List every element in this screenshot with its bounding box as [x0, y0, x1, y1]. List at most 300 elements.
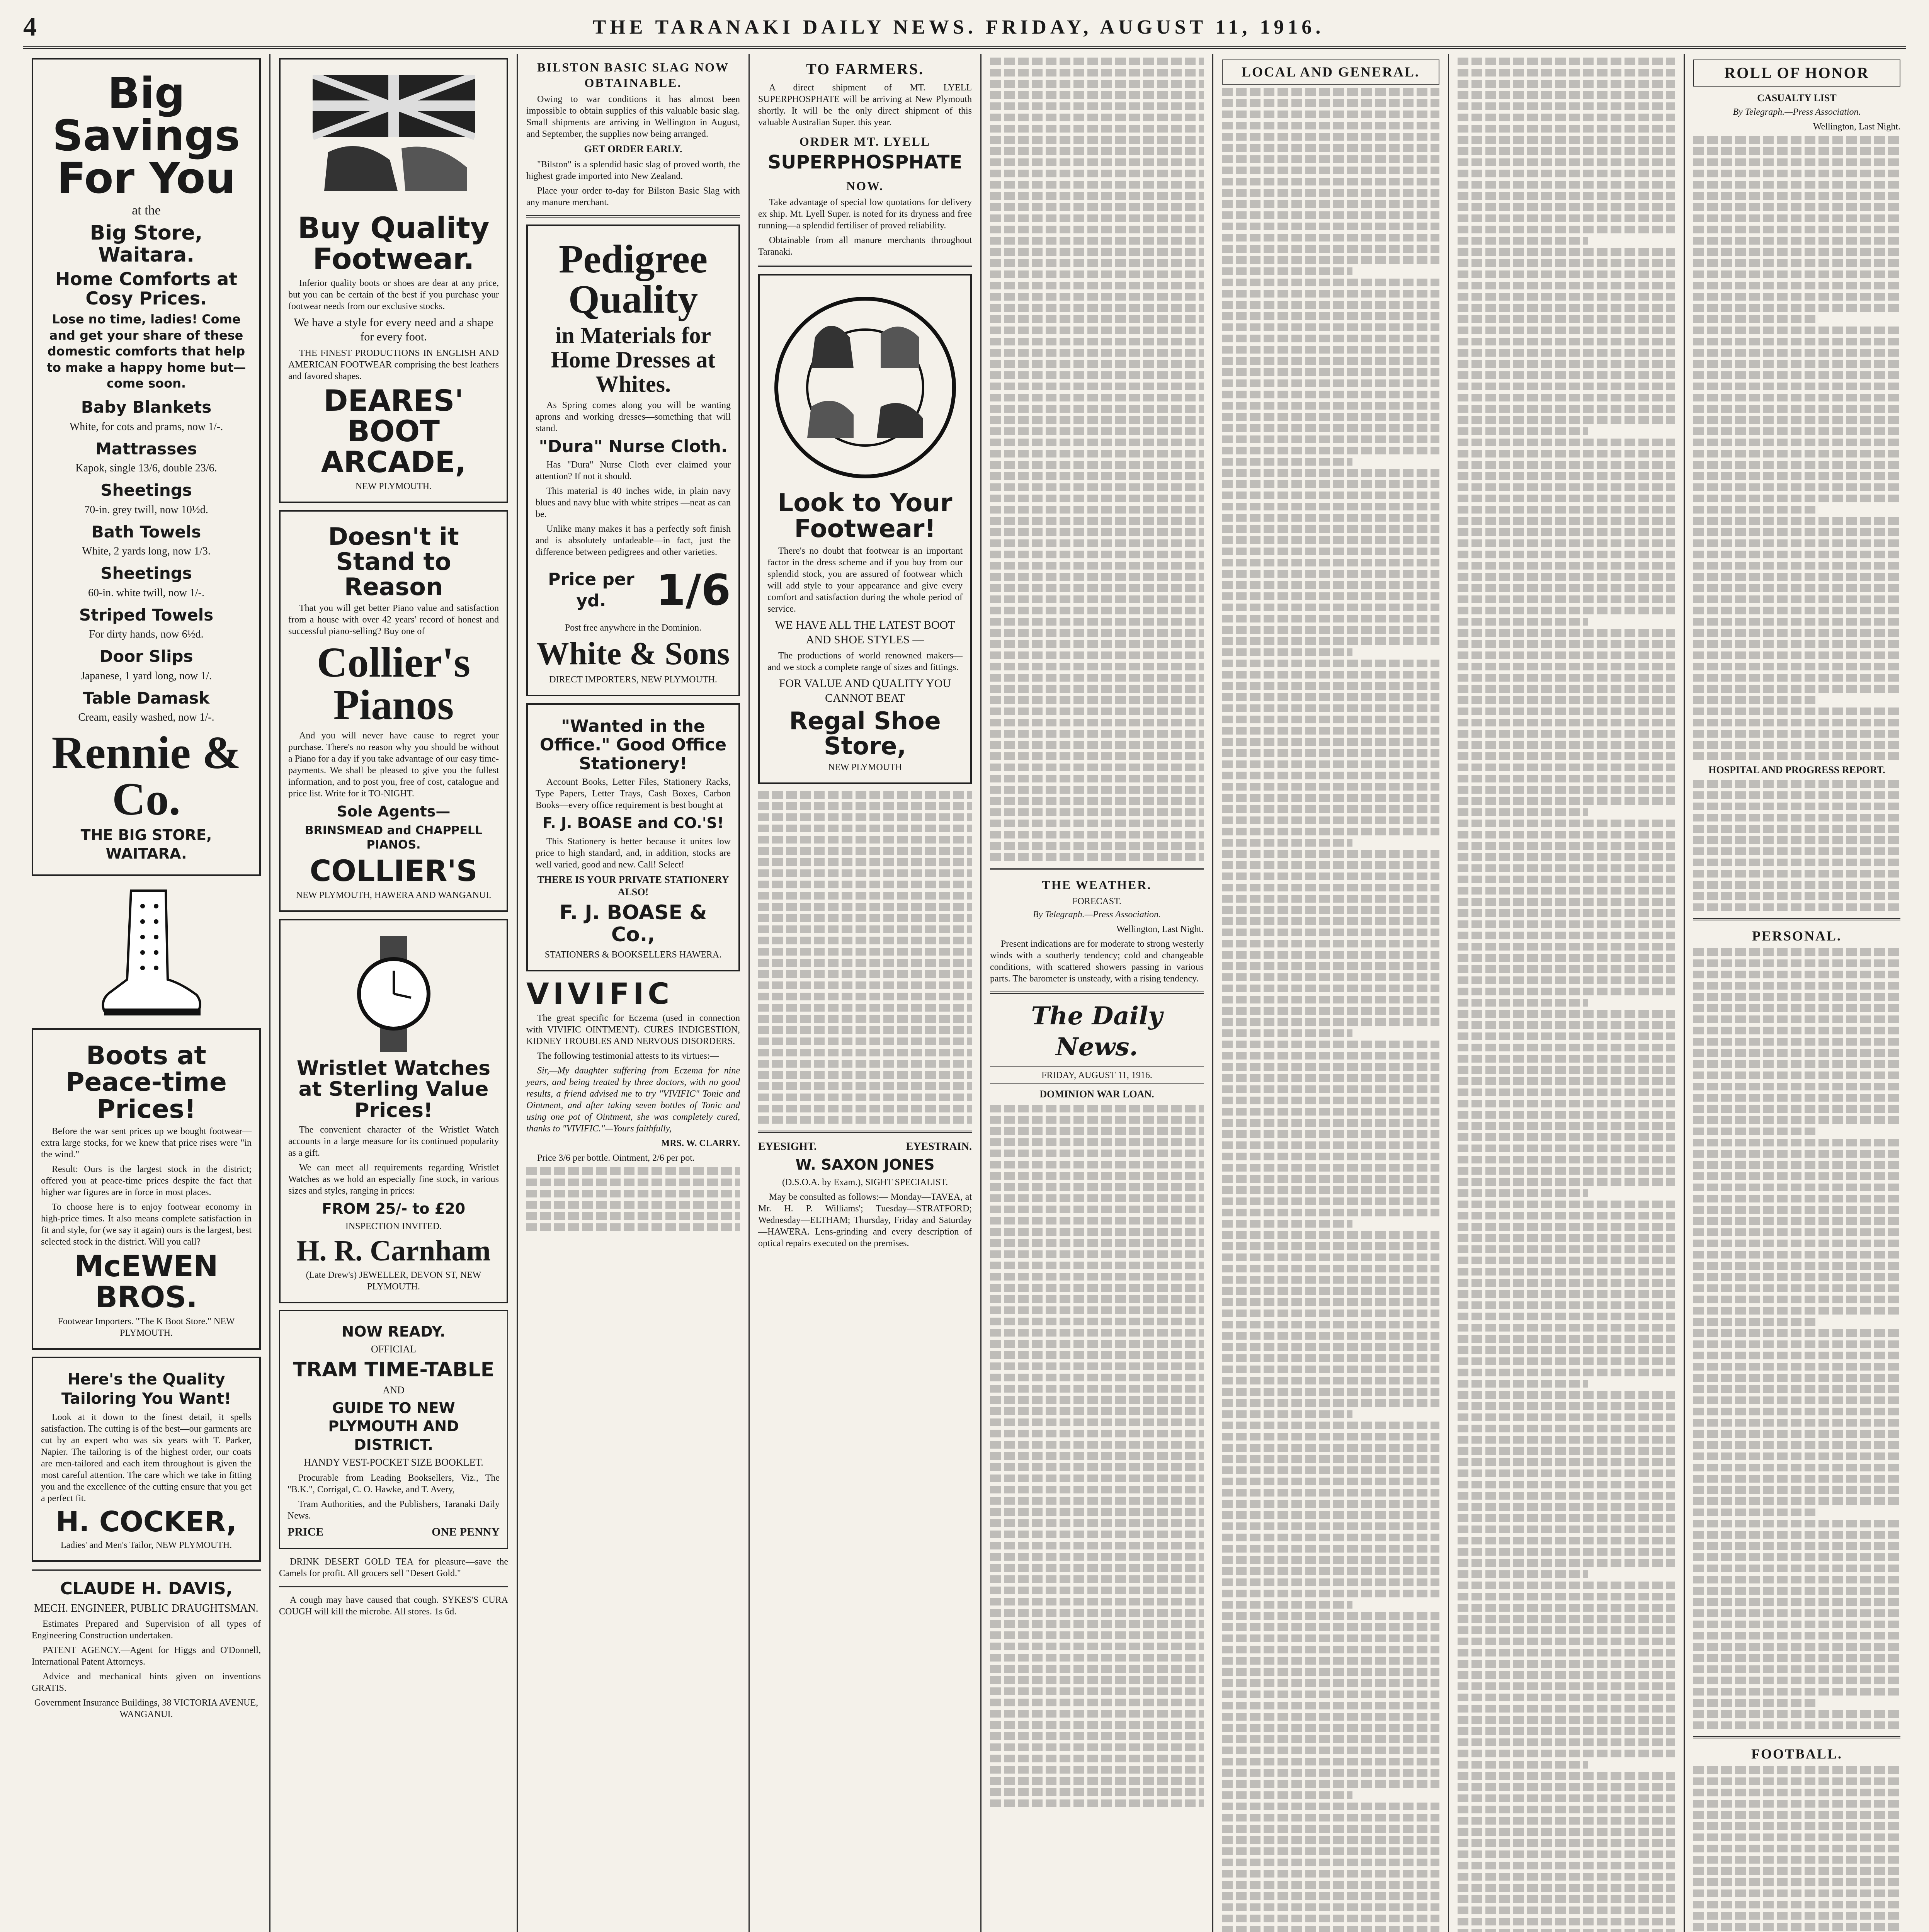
text-line: [1458, 1413, 1675, 1421]
text-line: [1458, 842, 1675, 850]
text-line: [1458, 1772, 1675, 1780]
text-line: [1458, 1201, 1675, 1208]
text-line: [1693, 304, 1900, 312]
deares-ad: [279, 58, 508, 503]
text-line: [1222, 1085, 1439, 1093]
text-line: [1693, 825, 1900, 833]
text-line: [1693, 847, 1900, 855]
text-line: [1458, 1526, 1675, 1533]
text-line: [1458, 1503, 1675, 1511]
boase-ad: [526, 703, 740, 971]
farmers-body: A direct shipment of MT. LYELL SUPERPHOSPHATE will be arriving at New Plymouth shortly. It will be the only direct shipment of this valuable Australian Super. this year.: [758, 83, 972, 128]
text-line: [1693, 517, 1900, 525]
bilston-body2: "Bilston" is a splendid basic slag of proved worth, the highest grade imported into New Zealand.: [526, 159, 740, 181]
text-line: [1693, 1688, 1900, 1696]
text-line: [1458, 1391, 1675, 1399]
text-line: [1693, 663, 1900, 670]
mcewen-result: Result: Ours is the largest stock in the district; offered you at peace-time prices despite the fact that higher war figures are in force in most places.: [41, 1164, 252, 1197]
text-line: [1693, 1677, 1900, 1684]
text-line: [1458, 383, 1675, 390]
text-line: [1693, 192, 1900, 200]
text-line: [1458, 1088, 1675, 1096]
text-line: [1458, 315, 1675, 323]
text-line: [1222, 335, 1439, 342]
text-line: [1222, 1018, 1439, 1026]
text-line: [1693, 1800, 1900, 1808]
text-line: [1458, 1369, 1675, 1376]
text-line: [1222, 1343, 1439, 1351]
carnham-body: The convenient character of the Wristlet Watch accounts in a large measure for its continued popularity as a gift.: [288, 1125, 499, 1158]
sykes-notice: A cough may have caused that cough. SYKES'S CURA COUGH will kill the microbe. All stores. 1s 6d.: [279, 1595, 508, 1617]
cocker-firm: H. COCKER,: [56, 1505, 237, 1538]
text-line: [1222, 895, 1439, 903]
text-line: [1458, 102, 1675, 110]
text-line: [1222, 996, 1439, 1003]
text-line: [1222, 671, 1439, 679]
text-line: [1458, 1447, 1675, 1455]
text-line: [1222, 1870, 1439, 1878]
text-line: [1458, 1716, 1675, 1724]
text-line: [1458, 640, 1675, 648]
text-line: [1222, 1859, 1439, 1866]
boase-body2: This Stationery is better because it unites low price to high standard, and, in addition, stocks are well varied, good and new. Call! Select!: [536, 836, 731, 870]
rennie-headline: Big Savings For You: [52, 68, 240, 203]
daily-news-masthead: The Daily News.: [1031, 1002, 1163, 1061]
text-line: [1693, 573, 1900, 581]
text-line: [1458, 595, 1675, 603]
text-line: [1458, 1705, 1675, 1713]
text-line: [1222, 1242, 1439, 1250]
text-line: [1458, 876, 1675, 883]
text-line: [1222, 570, 1439, 578]
text-line: [1693, 752, 1900, 760]
text-line: [1458, 1436, 1675, 1444]
text-line: [1693, 1923, 1900, 1931]
text-line: [1222, 1298, 1439, 1306]
text-line: [1458, 270, 1675, 278]
text-line: [1458, 1077, 1675, 1085]
text-line: [1222, 1892, 1439, 1900]
text-line: [1693, 1296, 1900, 1303]
rennie-item-desc: For dirty hands, now 6½d.: [89, 628, 204, 641]
text-line: [1222, 1433, 1439, 1440]
text-line: [1458, 1873, 1675, 1881]
text-line: [1458, 943, 1675, 951]
text-line: [1458, 1582, 1675, 1589]
text-line: [1458, 797, 1675, 805]
text-line: [1693, 1531, 1900, 1539]
text-line: [1693, 551, 1900, 558]
text-line: [1458, 909, 1675, 917]
carnham-firm: H. R. Carnham: [296, 1234, 491, 1267]
text-line: [1458, 607, 1675, 614]
text-line: [1693, 1856, 1900, 1864]
rennie-store-line: Big Store, Waitara.: [90, 221, 203, 267]
text-line: [1222, 1321, 1439, 1328]
text-line: [1693, 1195, 1900, 1202]
rennie-item-name: Bath Towels: [91, 522, 201, 541]
shoe-medallion-illustration-icon: [769, 291, 962, 484]
bilston-title: BILSTON BASIC SLAG NOW OBTAINABLE.: [537, 60, 729, 90]
deares-firm-sub: NEW PLYMOUTH.: [355, 481, 432, 492]
text-line: [1458, 1032, 1675, 1040]
rennie-item: [41, 605, 252, 641]
text-line: [1693, 741, 1900, 749]
text-line: [1222, 189, 1439, 197]
text-line: [1693, 1240, 1900, 1247]
text-line: [1222, 1029, 1352, 1037]
text-line: [1222, 1724, 1439, 1732]
collier-firm-sub: NEW PLYMOUTH, HAWERA AND WANGANUI.: [296, 890, 492, 900]
davis-address: Government Insurance Buildings, 38 VICTORIA AVENUE, WANGANUI.: [34, 1698, 259, 1720]
text-line: [1693, 1654, 1900, 1662]
text-line: [1458, 820, 1675, 827]
text-line: [1222, 559, 1439, 566]
text-line: [1693, 993, 1900, 1001]
boase-firm1: F. J. BOASE and CO.'S!: [542, 815, 724, 832]
text-line: [1222, 402, 1439, 410]
rennie-item-desc: 70-in. grey twill, now 10½d.: [84, 503, 208, 516]
rennie-item: [41, 480, 252, 517]
column-8: [1685, 54, 1909, 1932]
text-line: [1222, 940, 1439, 947]
text-line: [1222, 1713, 1439, 1721]
text-line: [1458, 1604, 1675, 1612]
bilston-body: Owing to war conditions it has almost been impossible to obtain supplies of this valuable basic slag. Small shipments are arriving in Wellington in August, and September, the supplies now being arranged.: [526, 94, 740, 139]
text-line: [1458, 674, 1675, 682]
timetable-title: TRAM TIME-TABLE: [293, 1358, 495, 1381]
mcewen-ad: [32, 1028, 261, 1349]
rennie-item-name: Door Slips: [99, 647, 193, 666]
text-line: [1222, 368, 1439, 376]
text-line: [1458, 450, 1675, 457]
text-line: [1222, 760, 1439, 768]
text-line: [1458, 965, 1675, 973]
text-line: [1693, 483, 1900, 491]
text-line: [1693, 1273, 1900, 1281]
text-line: [1222, 1253, 1439, 1261]
text-line: [1458, 304, 1675, 312]
text-line: [1222, 514, 1439, 522]
wristwatch-icon: [344, 936, 444, 1052]
text-line: [1222, 1735, 1439, 1743]
text-line: [1222, 1197, 1439, 1205]
casualty-list-body: [1693, 136, 1900, 760]
text-line: [1458, 1783, 1675, 1791]
text-line: [1222, 1915, 1439, 1922]
text-line: [1693, 1509, 1818, 1516]
text-line: [1693, 1228, 1900, 1236]
text-line: [1222, 1130, 1439, 1138]
text-line: [1458, 663, 1675, 670]
text-line: [1458, 1626, 1675, 1634]
text-line: [1222, 1332, 1439, 1340]
rennie-items-list: [41, 397, 252, 724]
text-line: [1458, 483, 1675, 491]
text-line: [1458, 1313, 1675, 1320]
text-line: [1693, 1777, 1900, 1785]
rennie-item: [41, 646, 252, 683]
text-line: [1222, 1747, 1439, 1754]
text-line: [1458, 192, 1675, 200]
text-line: [1693, 1721, 1900, 1729]
text-line: [1222, 1668, 1439, 1676]
rennie-item: [41, 563, 252, 600]
text-line: [1458, 1817, 1675, 1825]
text-line: [1458, 1929, 1675, 1932]
text-line: [1693, 814, 1900, 821]
text-line: [1222, 727, 1439, 735]
cocker-firm-sub: Ladies' and Men's Tailor, NEW PLYMOUTH.: [60, 1540, 232, 1551]
text-line: [1222, 1231, 1439, 1239]
text-line: [1222, 167, 1439, 174]
text-line: [1458, 932, 1675, 939]
text-line: [1458, 394, 1675, 401]
text-line: [1458, 1794, 1675, 1802]
rennie-item: [41, 397, 252, 434]
text-line: [1222, 1590, 1439, 1597]
timetable-size: HANDY VEST-POCKET SIZE BOOKLET.: [304, 1457, 483, 1468]
timetable-and: AND: [383, 1384, 405, 1396]
text-line: [1458, 293, 1675, 301]
text-line: [1222, 1175, 1439, 1183]
text-line: [1222, 1186, 1439, 1194]
text-line: [1458, 214, 1675, 222]
text-line: [1222, 1926, 1439, 1932]
text-line: [1693, 170, 1900, 177]
text-line: [1222, 861, 1439, 869]
deares-body: Inferior quality boots or shoes are dear at any price, but you can be certain of the best if you purchase your footwear needs from our exclusive stocks.: [288, 278, 499, 311]
text-line: [1458, 584, 1675, 592]
text-line: [1693, 1284, 1900, 1292]
text-line: [1222, 1489, 1439, 1497]
text-line: [1222, 1007, 1439, 1015]
text-line: [1222, 256, 1439, 264]
text-line: [1693, 1049, 1900, 1057]
text-line: [1693, 1845, 1900, 1852]
column-1: [23, 54, 270, 1932]
text-line: [1222, 615, 1439, 622]
text-line: [1222, 492, 1439, 499]
text-line: [1222, 1052, 1439, 1060]
text-line: [1222, 1679, 1439, 1687]
text-line: [1693, 1206, 1900, 1214]
rennie-item: [41, 522, 252, 558]
football-title: FOOTBALL.: [1751, 1746, 1843, 1762]
text-line: [1222, 592, 1439, 600]
text-line: [1458, 1570, 1588, 1578]
roll-dateline: Wellington, Last Night.: [1813, 121, 1900, 132]
mcewen-choose: To choose here is to enjoy footwear economy in high-price times. It also means complete satisfaction in fit and style, for (we say it again) ours is the largest, best selected stock in the district. Will you call?: [41, 1202, 252, 1247]
text-line: [1458, 1223, 1675, 1231]
whites-dura-body: Has "Dura" Nurse Cloth ever claimed your attention? If not it should.: [536, 459, 731, 481]
hospital-title: HOSPITAL AND PROGRESS REPORT.: [1708, 764, 1885, 776]
whites-price-label: Price per yd.: [548, 569, 634, 611]
rennie-lead: Lose no time, ladies! Come and get your share of these domestic comforts that help to make a happy home but—come soon.: [46, 312, 246, 391]
mcewen-headline: Boots at Peace-time Prices!: [66, 1041, 227, 1124]
text-line: [1222, 917, 1439, 925]
text-line: [1222, 1758, 1439, 1765]
text-line: [1222, 929, 1439, 936]
text-line: [1222, 794, 1439, 802]
cocker-headline: Here's the Quality Tailoring You Want!: [61, 1370, 231, 1408]
bilston-get-order: GET ORDER EARLY.: [584, 143, 682, 155]
text-line: [1693, 203, 1900, 211]
text-line: [1222, 1220, 1352, 1228]
text-line: [1458, 1850, 1675, 1858]
whites-price-row: [536, 566, 731, 614]
text-line: [1222, 99, 1439, 107]
roll-of-honor-title: ROLL OF HONOR: [1693, 60, 1900, 87]
text-line: [1458, 1481, 1675, 1488]
rennie-item-name: Sheetings: [100, 564, 192, 583]
text-line: [1693, 1329, 1900, 1337]
text-line: [1458, 539, 1675, 547]
mcewen-firm: McEWEN BROS.: [74, 1248, 218, 1314]
rennie-at-the: at the: [132, 203, 161, 218]
text-line: [1222, 1466, 1439, 1474]
text-line: [1693, 1576, 1900, 1583]
saxon-left: EYESIGHT.: [758, 1141, 817, 1153]
text-line: [1458, 786, 1675, 794]
text-line: [1693, 1452, 1900, 1460]
text-line: [1693, 539, 1900, 547]
saxon-name: W. SAXON JONES: [795, 1156, 935, 1173]
text-line: [1458, 495, 1675, 502]
rennie-item-desc: Japanese, 1 yard long, now 1/.: [80, 670, 212, 682]
bilston-notice: [526, 60, 740, 208]
text-line: [1222, 480, 1439, 488]
text-line: [1458, 1615, 1675, 1623]
text-line: [1458, 1906, 1675, 1914]
text-line: [1222, 973, 1439, 981]
text-line: [1693, 416, 1900, 424]
text-line: [1458, 1245, 1675, 1253]
rennie-item: [41, 439, 252, 475]
text-line: [1458, 696, 1675, 704]
text-line: [1222, 1265, 1439, 1272]
text-line: [1458, 58, 1675, 65]
text-line: [1693, 629, 1900, 637]
text-line: [1693, 371, 1900, 379]
text-line: [1693, 870, 1900, 878]
text-line: [1693, 1441, 1900, 1449]
text-line: [1222, 144, 1439, 152]
whites-sub: in Materials for Home Dresses at Whites.: [551, 322, 716, 397]
text-line: [1458, 1727, 1675, 1735]
text-line: [1458, 1492, 1675, 1500]
text-line: [1458, 551, 1675, 558]
text-line: [1693, 803, 1900, 810]
farmers-body2: Take advantage of special low quotations for delivery ex ship. Mt. Lyell Super. is noted for its dryness and free running—a splendid fertiliser of proved reliability.: [758, 197, 972, 231]
weather-byline: By Telegraph.—Press Association.: [1033, 910, 1161, 920]
text-line: [1222, 312, 1439, 320]
football-body: [1693, 1766, 1900, 1932]
text-line: [1458, 371, 1675, 379]
rennie-firm: Rennie & Co.: [51, 727, 241, 825]
text-line: [1222, 581, 1439, 589]
text-line: [1222, 1097, 1439, 1104]
text-line: [1222, 1422, 1439, 1429]
text-line: [1222, 548, 1439, 555]
timetable-guide: GUIDE TO NEW PLYMOUTH AND DISTRICT.: [328, 1399, 459, 1453]
editorial-date: FRIDAY, AUGUST 11, 1916.: [990, 1066, 1204, 1084]
text-line: [1458, 707, 1675, 715]
text-line: [1458, 1021, 1675, 1029]
text-line: [1458, 360, 1675, 368]
text-line: [1222, 279, 1439, 286]
text-line: [1458, 472, 1675, 480]
text-line: [1222, 1545, 1439, 1553]
text-line: [1458, 730, 1675, 738]
text-line: [1458, 1425, 1675, 1432]
text-line: [1693, 282, 1900, 289]
text-line: [1222, 1410, 1352, 1418]
rennie-item-desc: White, 2 yards long, now 1/3.: [82, 545, 211, 558]
text-line: [1693, 1878, 1900, 1886]
text-line: [1693, 1262, 1900, 1270]
rennie-item: [41, 688, 252, 724]
text-line: [1222, 1119, 1439, 1127]
text-line: [1222, 637, 1439, 645]
rennie-item-desc: 60-in. white twill, now 1/-.: [88, 587, 204, 599]
text-line: [1222, 660, 1439, 667]
text-line: [1222, 772, 1439, 779]
text-line: [1693, 719, 1900, 726]
text-line: [1693, 1665, 1900, 1673]
collier-body2: And you will never have cause to regret your purchase. There's no reason why you should be without a Piano for a day if you take advantage of our easy time-payments. We shall be pleased to give you the fullest information, and to post you, free of cost, catalogue and price list. Write for it TO-NIGHT.: [288, 731, 499, 799]
carnham-invite: INSPECTION INVITED.: [345, 1221, 442, 1231]
text-line: [1222, 749, 1439, 757]
text-line: [1693, 1307, 1900, 1315]
text-line: [1222, 290, 1439, 298]
weather-report: [990, 877, 1204, 985]
vivific-body: The great specific for Eczema (used in connection with VIVIFIC OINTMENT). CURES INDIGESTION, KIDNEY TROUBLES AND NERVOUS DISORDERS.: [526, 1013, 740, 1046]
text-line: [1222, 1903, 1439, 1911]
text-line: [1222, 816, 1439, 824]
text-line: [1458, 1290, 1675, 1298]
mcewen-firm-sub: Footwear Importers. "The K Boot Store." NEW PLYMOUTH.: [58, 1316, 235, 1338]
text-line: [1222, 458, 1352, 466]
text-line: [1458, 114, 1675, 121]
weather-forecast: FORECAST.: [1072, 896, 1121, 906]
text-line: [1693, 1396, 1900, 1404]
rennie-item-name: Mattrasses: [95, 439, 197, 458]
text-line: [1222, 357, 1439, 365]
text-line: [1693, 1217, 1900, 1225]
vivific-title: VIVIFIC: [526, 976, 674, 1011]
vivific-signed: MRS. W. CLARRY.: [661, 1138, 740, 1148]
timetable-ad: [279, 1310, 508, 1549]
text-line: [1222, 604, 1439, 611]
text-line: [1222, 1847, 1439, 1855]
rennie-firm-sub: THE BIG STORE, WAITARA.: [80, 827, 212, 862]
boase-body: Account Books, Letter Files, Stationery Racks, Type Papers, Letter Trays, Cash Boxes, Carbon Books—every office requirement is best bought at: [536, 777, 731, 811]
text-line: [1222, 1388, 1439, 1396]
masthead: [23, 8, 1906, 49]
text-line: [1693, 859, 1900, 866]
text-line: [1693, 730, 1900, 738]
farmers-title: TO FARMERS.: [806, 60, 924, 78]
text-line: [1458, 1862, 1675, 1869]
rennie-item-desc: Kapok, single 13/6, double 23/6.: [75, 462, 217, 474]
text-line: [1693, 338, 1900, 345]
text-line: [1693, 1015, 1900, 1023]
text-line: [1222, 1511, 1439, 1519]
farmers-now: NOW.: [846, 179, 884, 193]
shoes-illustration-icon: [313, 75, 475, 206]
boase-firm2: F. J. BOASE & Co.,: [559, 901, 707, 946]
